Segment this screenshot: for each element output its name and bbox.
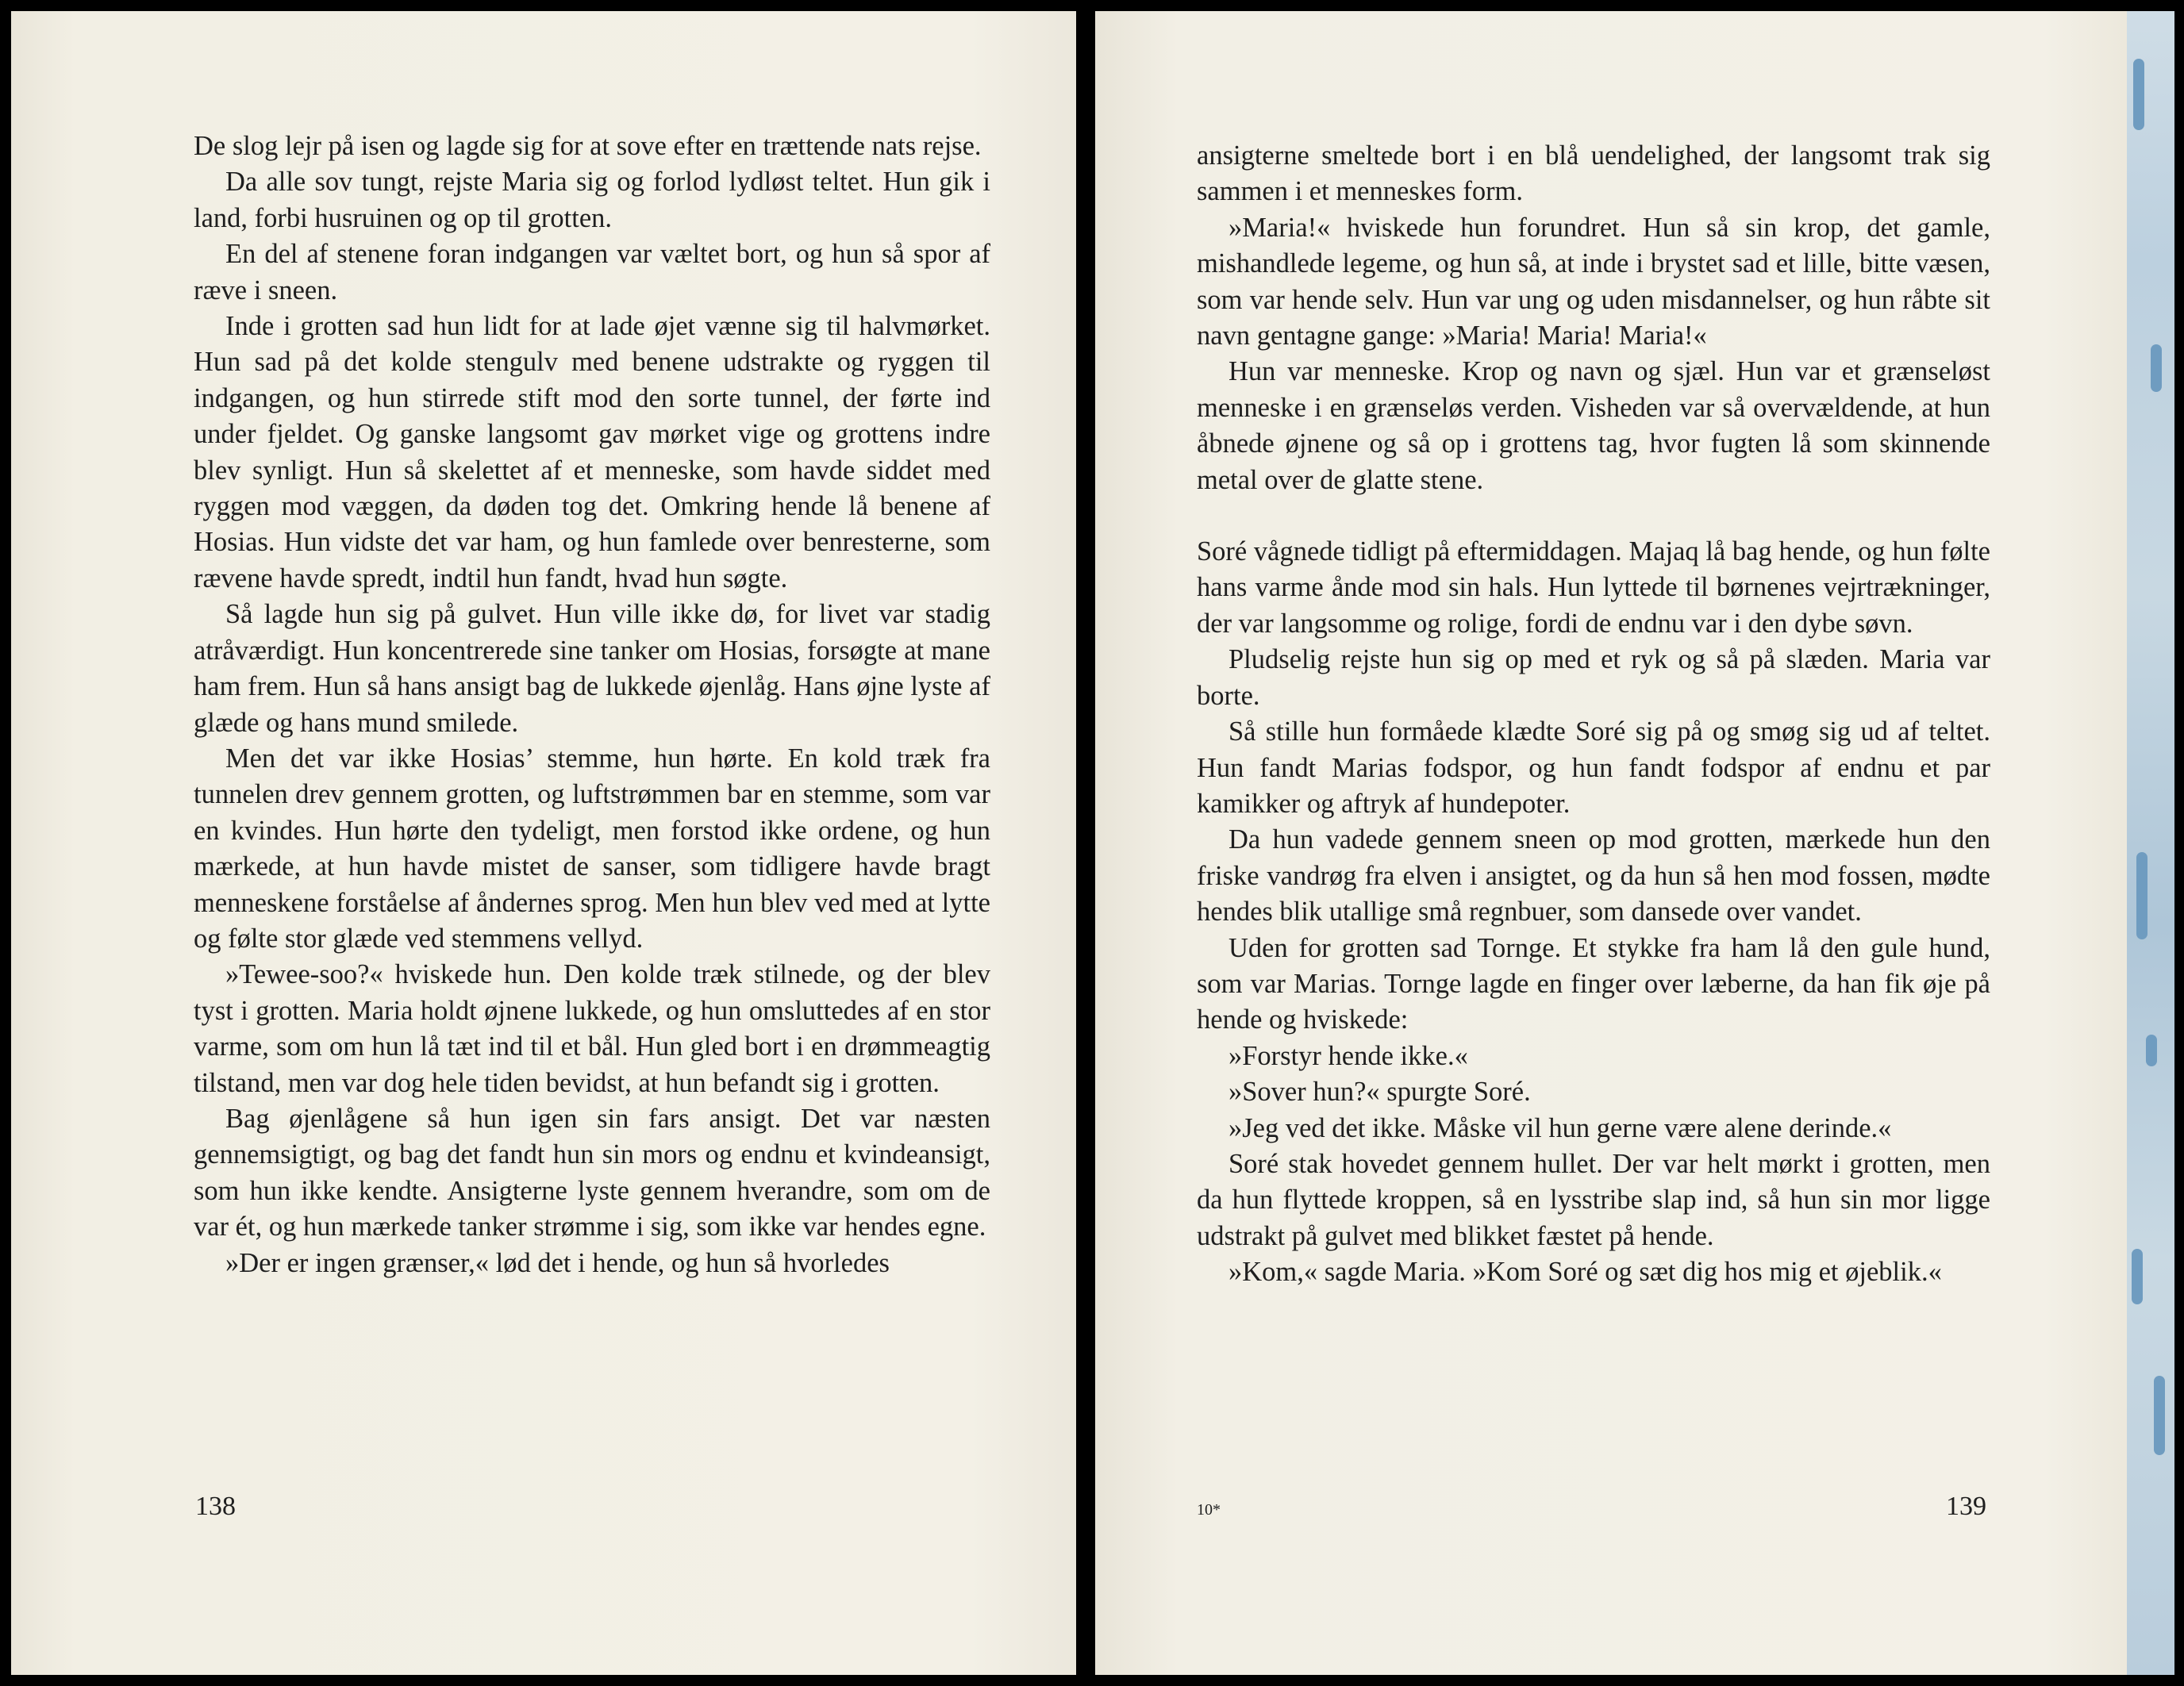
page-number: 139: [1946, 1492, 1986, 1521]
paragraph: Da hun vadede gennem sneen op mod grotten, mærkede hun den friske vandrøg fra elven i ansigtet, og da hun så hen mod fossen, mødte hendes blik utallige små regnbuer, som dansede over vandet.: [1197, 824, 1990, 927]
paragraph: ansigterne smeltede bort i en blå uendelighed, der langsomt trak sig sammen i et menneskes form.: [1197, 140, 1990, 207]
paragraph: De slog lejr på isen og lagde sig for at sove efter en trættende nats rejse.: [194, 131, 982, 161]
paragraph: »Tewee-soo?« hviskede hun. Den kolde træk stilnede, og der blev tyst i grotten. Maria holdt øjnene lukkede, og hun omsluttedes af en stor varme, som om hun lå tæt ind til et bål. Hun gled bort i en drømmeagtig tilstand, men var dog hele tiden bevidst, at hun befandt sig i grotten.: [194, 959, 990, 1098]
paragraph: Da alle sov tungt, rejste Maria sig og forlod lydløst teltet. Hun gik i land, forbi husruinen og op til grotten.: [194, 167, 990, 233]
paragraph: »Jeg ved det ikke. Måske vil hun gerne være alene derinde.«: [1228, 1112, 1892, 1143]
paragraph: »Der er ingen grænser,« lød det i hende, og hun så hvorledes: [225, 1247, 890, 1278]
paragraph: Soré vågnede tidligt på eftermiddagen. Majaq lå bag hende, og hun følte hans varme ånde mod sin hals. Hun lyttede til børnenes vejrtrækninger, der var langsomme og rolige, fordi de endnu var i den dybe søvn.: [1197, 536, 1990, 639]
left-page: [11, 11, 1076, 1675]
paragraph: Bag øjenlågene så hun igen sin fars ansigt. Det var næsten gennemsigtigt, og bag det fandt hun sin mors og endnu et kvindeansigt, som hun ikke kendte. Ansigterne lyste gennem hverandre, som om de var ét, og hun mærkede tanker strømme i sig, som ikke var hendes egne.: [194, 1103, 990, 1242]
right-page: [1095, 11, 2127, 1675]
paragraph: Pludselig rejste hun sig op med et ryk og så på slæden. Maria var borte.: [1197, 644, 1990, 711]
paragraph: En del af stenene foran indgangen var væltet bort, og hun så spor af ræve i sneen.: [194, 239, 990, 305]
paragraph: Inde i grotten sad hun lidt for at lade øjet vænne sig til halvmørket. Hun sad på det kolde stengulv med benene udstrakte og ryggen til indgangen, og hun stirrede stift mod den sorte tunnel, der førte ind under fjeldet. Og ganske langsomt gav mørket vige og grottens indre blev synligt. Hun så skelettet af et menneske, som havde siddet med ryggen mod væggen, da døden tog det. Omkring hende lå benene af Hosias. Hun vidste det var ham, og hun famlede over benresterne, som rævene havde spredt, indtil hun fandt, hvad hun søgte.: [194, 311, 990, 593]
paragraph: »Sover hun?« spurgte Soré.: [1228, 1077, 1531, 1108]
page-number: 138: [195, 1492, 236, 1521]
paragraph: »Forstyr hende ikke.«: [1228, 1040, 1468, 1071]
left-page-text: [194, 129, 990, 1281]
book-cover-edge: [2127, 11, 2174, 1675]
paragraph: Uden for grotten sad Tornge. Et stykke fra ham lå den gule hund, som var Marias. Tornge lagde en finger over læberne, da han fik øje på hende og hviskede:: [1197, 932, 1990, 1035]
paragraph: Hun var menneske. Krop og navn og sjæl. Hun var et grænseløst menneske i en grænseløs verden. Visheden var så overvældende, at hun åbnede øjnene og så op i grottens tag, hvor fugten lå som skinnende metal over de glatte stene.: [1197, 356, 1990, 495]
paragraph: Så lagde hun sig på gulvet. Hun ville ikke dø, for livet var stadig atråværdigt. Hun koncentrerede sine tanker om Hosias, forsøgte at mane ham frem. Hun så hans ansigt bag de lukkede øjenlåg. Hans øjne lyste af glæde og hans mund smilede.: [194, 599, 990, 738]
paragraph: »Maria!« hviskede hun forundret. Hun så sin krop, det gamle, mishandlede legeme, og hun så, at inde i brystet sad et lille, bitte væsen, som var hende selv. Hun var ung og uden misdannelser, og hun råbte sit navn gentagne gange: »Maria! Maria! Maria!«: [1197, 212, 1990, 351]
paragraph: Soré stak hovedet gennem hullet. Der var helt mørkt i grotten, men da hun flyttede kroppen, så en lysstribe slap ind, så hun sin mor ligge udstrakt på gulvet med blikket fæstet på hende.: [1197, 1148, 1990, 1251]
right-page-text: [1197, 138, 1990, 1291]
paragraph: »Kom,« sagde Maria. »Kom Soré og sæt dig hos mig et øjeblik.«: [1228, 1257, 1942, 1288]
paragraph: Men det var ikke Hosias’ stemme, hun hørte. En kold træk fra tunnelen drev gennem grotten, og luftstrømmen bar en stemme, som var en kvindes. Hun hørte den tydeligt, men forstod ikke ordene, og hun mærkede, at hun havde mistet de sanser, som tidligere havde bragt menneskene forståelse af åndernes sprog. Men hun blev ved med at lytte og følte stor glæde ved stemmens vellyd.: [194, 743, 990, 954]
paragraph: Så stille hun formåede klædte Soré sig på og smøg sig ud af teltet. Hun fandt Marias fodspor, og hun fandt fodspor af endnu et par kamikker og aftryk af hundepoter.: [1197, 716, 1990, 819]
signature-mark: 10*: [1197, 1501, 1221, 1519]
